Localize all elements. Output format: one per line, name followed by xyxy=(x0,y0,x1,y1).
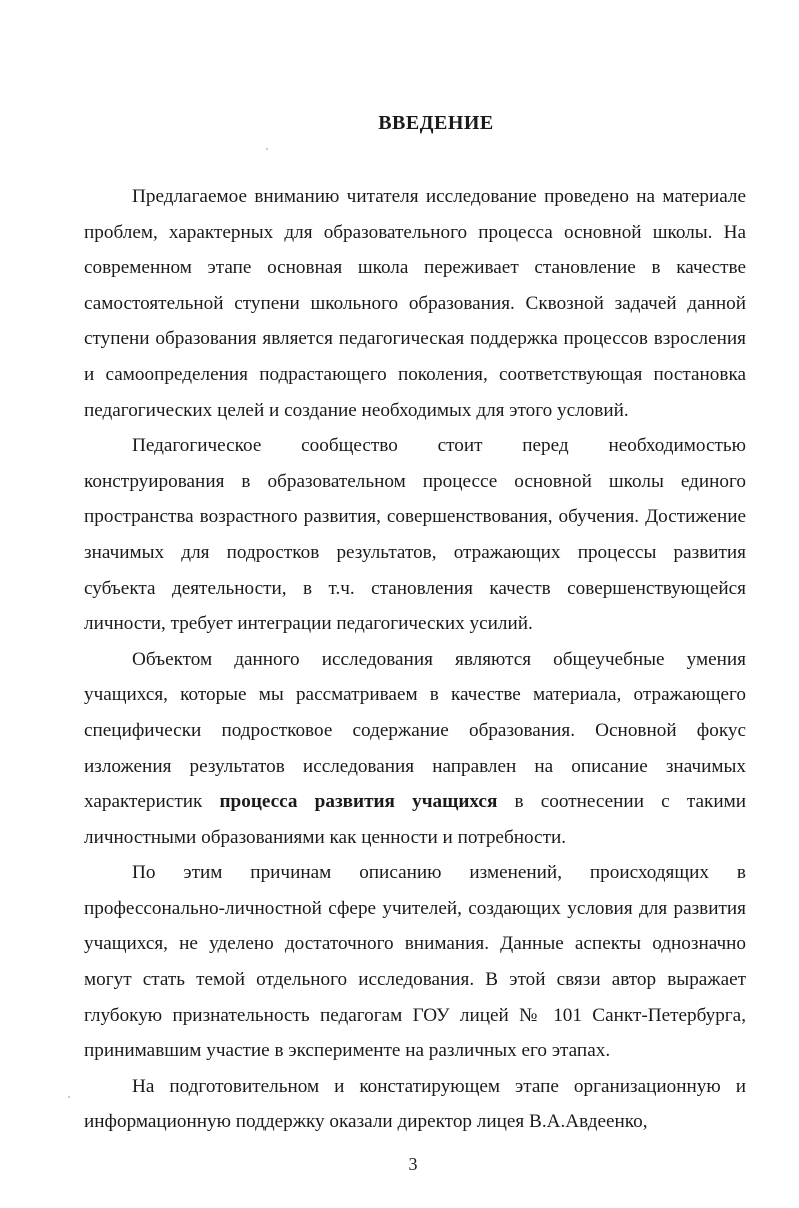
section-title: ВВЕДЕНИЕ xyxy=(378,112,494,134)
scan-speck xyxy=(266,148,268,150)
body-text xyxy=(84,179,746,1140)
paragraph-3-tail: в соотнесении с такими личностными образованиями как ценности и потребности. xyxy=(84,791,747,848)
paragraph-3 xyxy=(84,642,746,856)
paragraph-4: По этим причинам описанию изменений, происходящих в профессонально-личностной сфере учителей, создающих условия для развития учащихся, не уделено достаточного внимания. Данные аспекты однозначно могут стать темой отдельного исследования. В этой связи автор выражает глубокую признательность педагогам ГОУ лицей № 101 Санкт-Петербурга, принимавшим участие в эксперименте на различных его этапах. xyxy=(84,862,746,1062)
paragraph-2: Педагогическое сообщество стоит перед необходимостью конструирования в образовательном процессе основной школы единого пространства возрастного развития, совершенствования, обучения. Достижение значимых для подростков результатов, отражающих процессы развития субъекта деятельности, в т.ч. становления качеств совершенствующейся личности, требует интеграции педагогических усилий. xyxy=(84,435,746,635)
paragraph-3-bold-phrase: процесса развития учащихся xyxy=(219,791,498,813)
paragraph-5: На подготовительном и констатирующем этапе организационную и информационную поддержку оказали директор лицея В.А.Авдеенко, xyxy=(84,1075,746,1133)
paragraph-1: Предлагаемое вниманию читателя исследование проведено на материале проблем, характерных для образовательного процесса основной школы. На современном этапе основная школа переживает становление в качестве самостоятельной ступени школьного образования. Сквозной задачей данной ступени образования является педагогическая поддержка процессов взросления и самоопределения подрастающего поколения, соответствующая постановка педагогических целей и создание необходимых для этого условий. xyxy=(84,186,746,421)
scan-speck xyxy=(68,1096,70,1098)
paragraph-3-lead: Объектом данного исследования являются общеучебные умения учащихся, которые мы рассматриваем в качестве материала, отражающего специфически подростковое содержание образования. Основной фокус изложения результатов исследования направлен на описание значимых характеристик xyxy=(84,648,746,813)
page-number: 3 xyxy=(408,1154,418,1174)
